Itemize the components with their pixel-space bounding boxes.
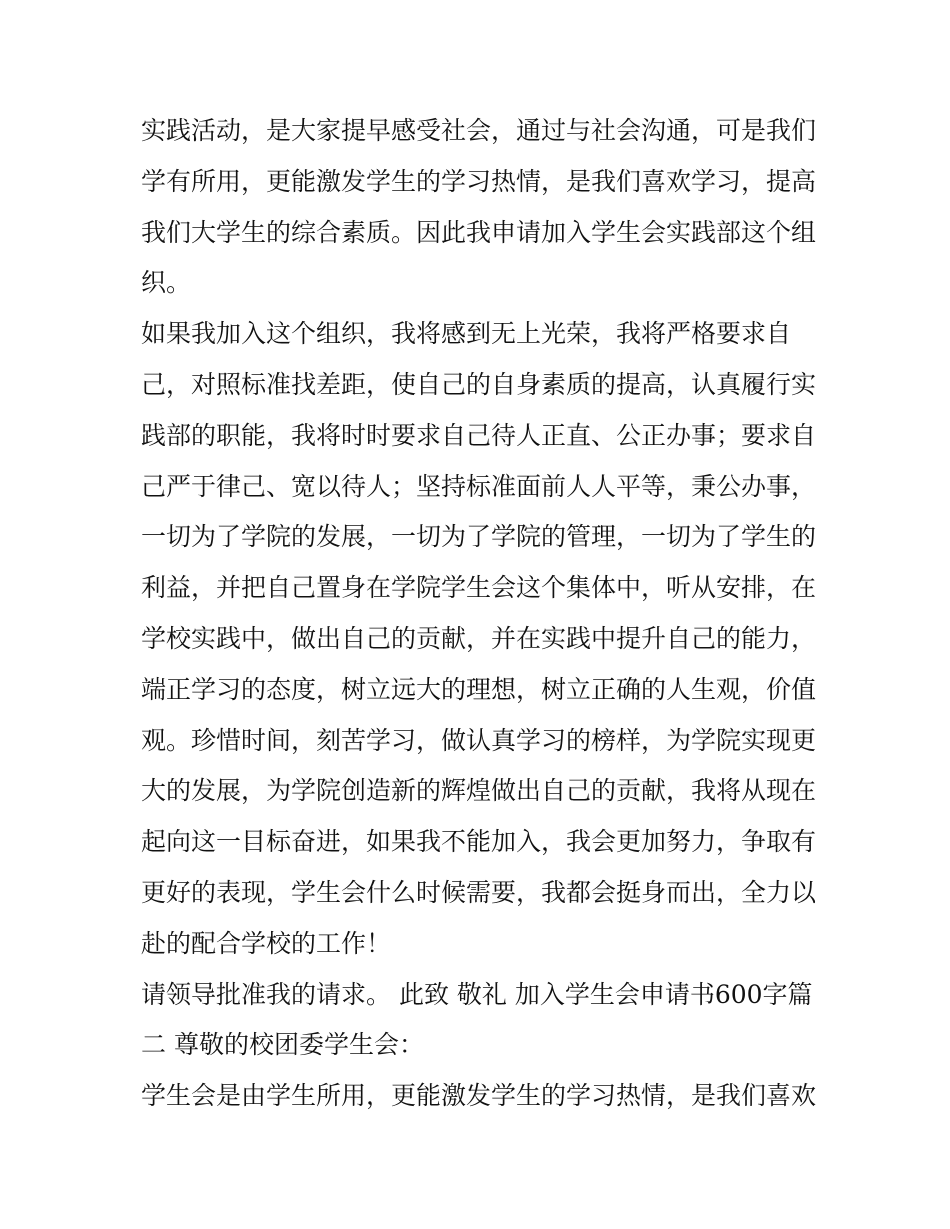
text-line: 更好的表现，学生会什么时候需要，我都会挺身而出，全力以 xyxy=(141,877,817,907)
text-line: 己严于律己、宽以待人；坚持标准面前人人平等，秉公办事， xyxy=(141,471,817,501)
text-line: 请领导批准我的请求。 此致 敬礼 加入学生会申请书600字篇 xyxy=(141,979,813,1009)
text-line: 学校实践中，做出自己的贡献，并在实践中提升自己的能力， xyxy=(141,623,817,653)
text-line: 观。珍惜时间，刻苦学习，做认真学习的榜样，为学院实现更 xyxy=(141,725,817,755)
document-body xyxy=(141,106,817,1122)
text-line: 大的发展，为学院创造新的辉煌做出自己的贡献，我将从现在 xyxy=(141,776,817,806)
text-line: 端正学习的态度，树立远大的理想，树立正确的人生观，价值 xyxy=(141,674,817,704)
text-line: 如果我加入这个组织，我将感到无上光荣，我将严格要求自 xyxy=(141,319,792,349)
text-line: 赴的配合学校的工作！ xyxy=(141,928,392,958)
text-line: 一切为了学院的发展，一切为了学院的管理，一切为了学生的 xyxy=(141,522,817,552)
text-line: 织。 xyxy=(141,268,192,298)
text-line: 我们大学生的综合素质。因此我申请加入学生会实践部这个组 xyxy=(141,217,817,247)
text-line: 己，对照标准找差距，使自己的自身素质的提高，认真履行实 xyxy=(141,369,817,399)
text-line: 起向这一目标奋进，如果我不能加入，我会更加努力，争取有 xyxy=(141,827,817,857)
text-line: 践部的职能，我将时时要求自己待人正直、公正办事；要求自 xyxy=(141,420,817,450)
text-line: 学生会是由学生所用，更能激发学生的学习热情，是我们喜欢 xyxy=(141,1081,817,1111)
text-line: 利益，并把自己置身在学院学生会这个集体中，听从安排，在 xyxy=(141,573,817,603)
text-line: 学有所用，更能激发学生的学习热情，是我们喜欢学习，提高 xyxy=(141,166,817,196)
text-line: 二 尊敬的校团委学生会： xyxy=(141,1030,424,1060)
text-line: 实践活动，是大家提早感受社会，通过与社会沟通，可是我们 xyxy=(141,116,817,145)
